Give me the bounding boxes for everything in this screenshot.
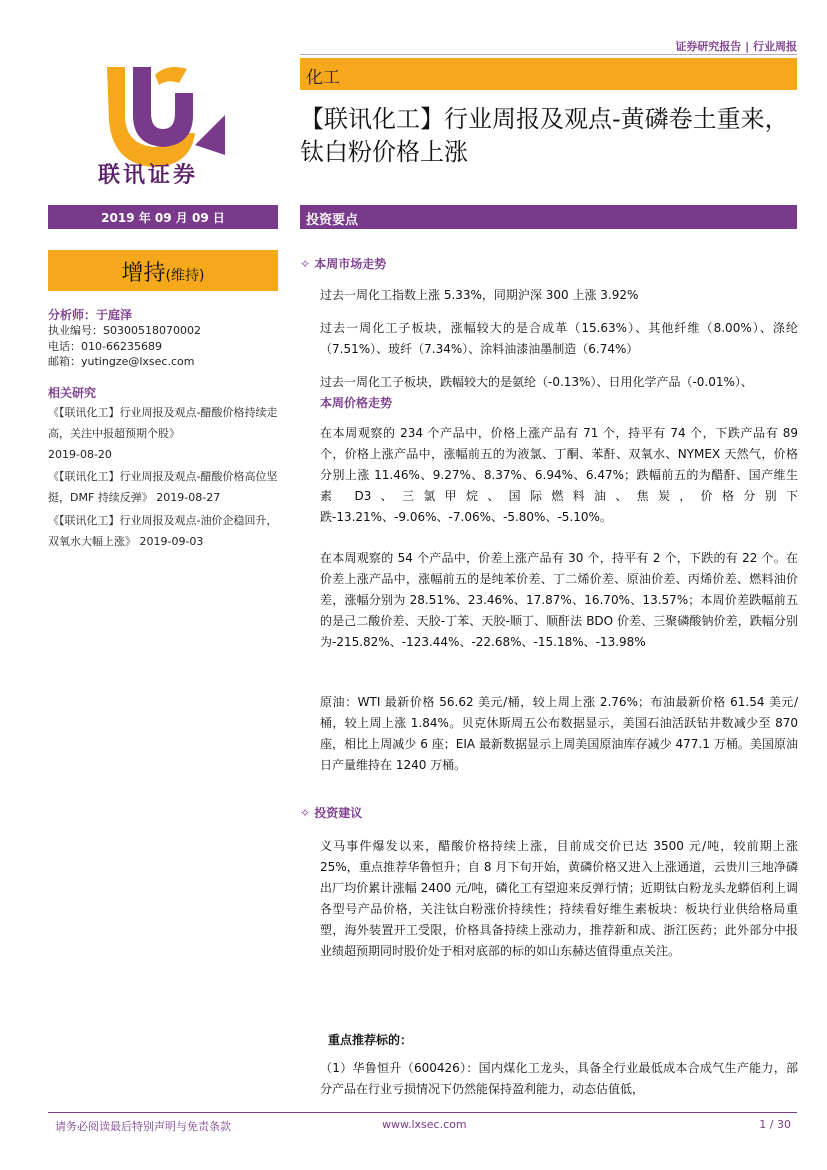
logo-text: 联讯证券 (98, 162, 199, 188)
related-research-item[interactable] (48, 402, 283, 465)
report-title: 【联讯化工】行业周报及观点-黄磷卷土重来，钛白粉价格上涨 (300, 105, 789, 166)
price-paragraph-2: 在本周观察的 54 个产品中，价差上涨产品有 30 个，持平有 2 个，下跌的有 22 个。在价差上涨产品中，涨幅前五的是纯苯价差、丁二烯价差、原油价差、丙烯价差、燃料油价差，涨幅分别为 28.51%、23.46%、17.87%、16.70%、13.57%；本周价差跌幅前五的是己二酸价差、天胶-丁苯、天胶-顺丁、顺酐法 BDO 价差、三聚磷酸钠价差，跌幅分别为-215.82%、-123.44%、-22.68%、-15.18%、-13.98% (320, 551, 798, 649)
price-paragraph-3: 原油：WTI 最新价格 56.62 美元/桶，较上周上涨 2.76%；布油最新价格 61.54 美元/桶，较上周上涨 1.84%。贝克休斯周五公布数据显示，美国石油活跃钻井数减少至 870 座，相比上周减少 6 座；EIA 最新数据显示上周美国原油库存减少 477.1 万桶。美国原油日产量维持在 1240 万桶。 (320, 695, 798, 772)
related-research-date: 2019-09-03 (139, 535, 204, 548)
market-paragraph-3: 过去一周化工子板块，跌幅较大的是氨纶（-0.13%）、日用化学产品（-0.01%）、 (320, 375, 753, 389)
market-paragraph-1: 过去一周化工指数上涨 5.33%，同期沪深 300 上涨 3.92% (320, 288, 639, 302)
price-heading: 本周价格走势 (320, 396, 393, 410)
page-number: 1 / 30 (759, 1118, 791, 1131)
market-paragraph-2: 过去一周化工子板块，涨幅较大的是合成革（15.63%）、其他纤维（8.00%）、涤纶（7.51%）、玻纤（7.34%）、涂料油漆油墨制造（6.74%） (320, 321, 798, 356)
advice-heading (300, 804, 362, 821)
rating-main: 增持 (121, 261, 166, 286)
related-research-item[interactable] (48, 510, 283, 552)
analyst-license: 执业编号：S0300518070002 (48, 324, 201, 337)
related-research-date: 2019-08-20 (48, 448, 112, 461)
key-pick-paragraph: （1）华鲁恒升（600426）：国内煤化工龙头，具备全行业最低成本合成气生产能力，部分产品在行业亏损情况下仍然能保持盈利能力，动态估值低， (320, 1061, 798, 1096)
sector-bar (300, 58, 797, 90)
related-research-title: 《【联讯化工】行业周报及观点-醋酸价格高位坚挺，DMF 持续反弹》 (48, 470, 278, 504)
related-research-title: 《【联讯化工】行业周报及观点-醋酸价格持续走高，关注中报超预期个股》 (48, 406, 278, 440)
related-research-item[interactable] (48, 466, 283, 508)
report-type-label: 证券研究报告 | 行业周报 (675, 40, 797, 53)
report-date: 2019 年 09 月 09 日 (101, 211, 225, 225)
market-heading-text: 本周市场走势 (314, 257, 387, 271)
footer-disclaimer[interactable]: 请务必阅读最后特别声明与免责条款 (55, 1120, 231, 1133)
footer-url[interactable]: www.lxsec.com (382, 1118, 467, 1131)
sector-label: 化工 (306, 68, 340, 88)
diamond-star-icon: ✧ (300, 257, 311, 271)
price-paragraph-1: 在本周观察的 234 个产品中，价格上涨产品有 71 个，持平有 74 个，下跌产品有 89 个，价格上涨产品中，涨幅前五的为液氯、丁酮、苯酐、双氧水、NYMEX 天然气，价格分别上涨 11.46%、9.27%、8.37%、6.94%、6.47%；跌幅前五的为醋酐、国产维生素 D3、三氯甲烷、国际燃料油、焦炭，价格分别下跌-13.21%、-9.06%、-7.06%、-5.80%、-5.10%。 (320, 426, 798, 524)
key-picks-heading: 重点推荐标的： (328, 1033, 413, 1047)
investment-points-heading: 投资要点 (306, 213, 359, 228)
advice-heading-text: 投资建议 (314, 806, 363, 820)
analyst-email: 邮箱：yutingze@lxsec.com (48, 355, 195, 368)
advice-paragraph: 义马事件爆发以来，醋酸价格持续上涨，目前成交价已达 3500 元/吨，较前期上涨 25%，重点推荐华鲁恒升；自 8 月下旬开始，黄磷价格又进入上涨通道，云贵川三地净磷出厂均价累计涨幅 2400 元/吨，磷化工有望迎来反弹行情；近期钛白粉龙头龙蟒佰利上调各型号产品价格，关注钛白粉涨价持续性；持续看好维生素板块：板块行业供给格局重塑，海外装置开工受限，价格具备持续上涨动力，推荐新和成、浙江医药；此外部分中报业绩超预期同时股价处于相对底部的标的如山东赫达值得重点关注。 (320, 839, 798, 958)
diamond-star-icon: ✧ (300, 806, 311, 820)
rating-sub: (维持) (165, 268, 205, 284)
footer-divider (48, 1112, 797, 1113)
analyst-name: 分析师：于庭泽 (48, 308, 133, 322)
related-research-title: 《【联讯化工】行业周报及观点-油价企稳回升，双氧水大幅上涨》 (48, 514, 278, 548)
market-heading (300, 255, 386, 272)
related-research-date: 2019-08-27 (156, 491, 221, 504)
related-research-heading: 相关研究 (48, 386, 97, 400)
header-divider (300, 54, 797, 55)
analyst-phone: 电话：010-66235689 (48, 340, 162, 353)
investment-points-bar (300, 205, 797, 229)
rating (48, 256, 278, 287)
